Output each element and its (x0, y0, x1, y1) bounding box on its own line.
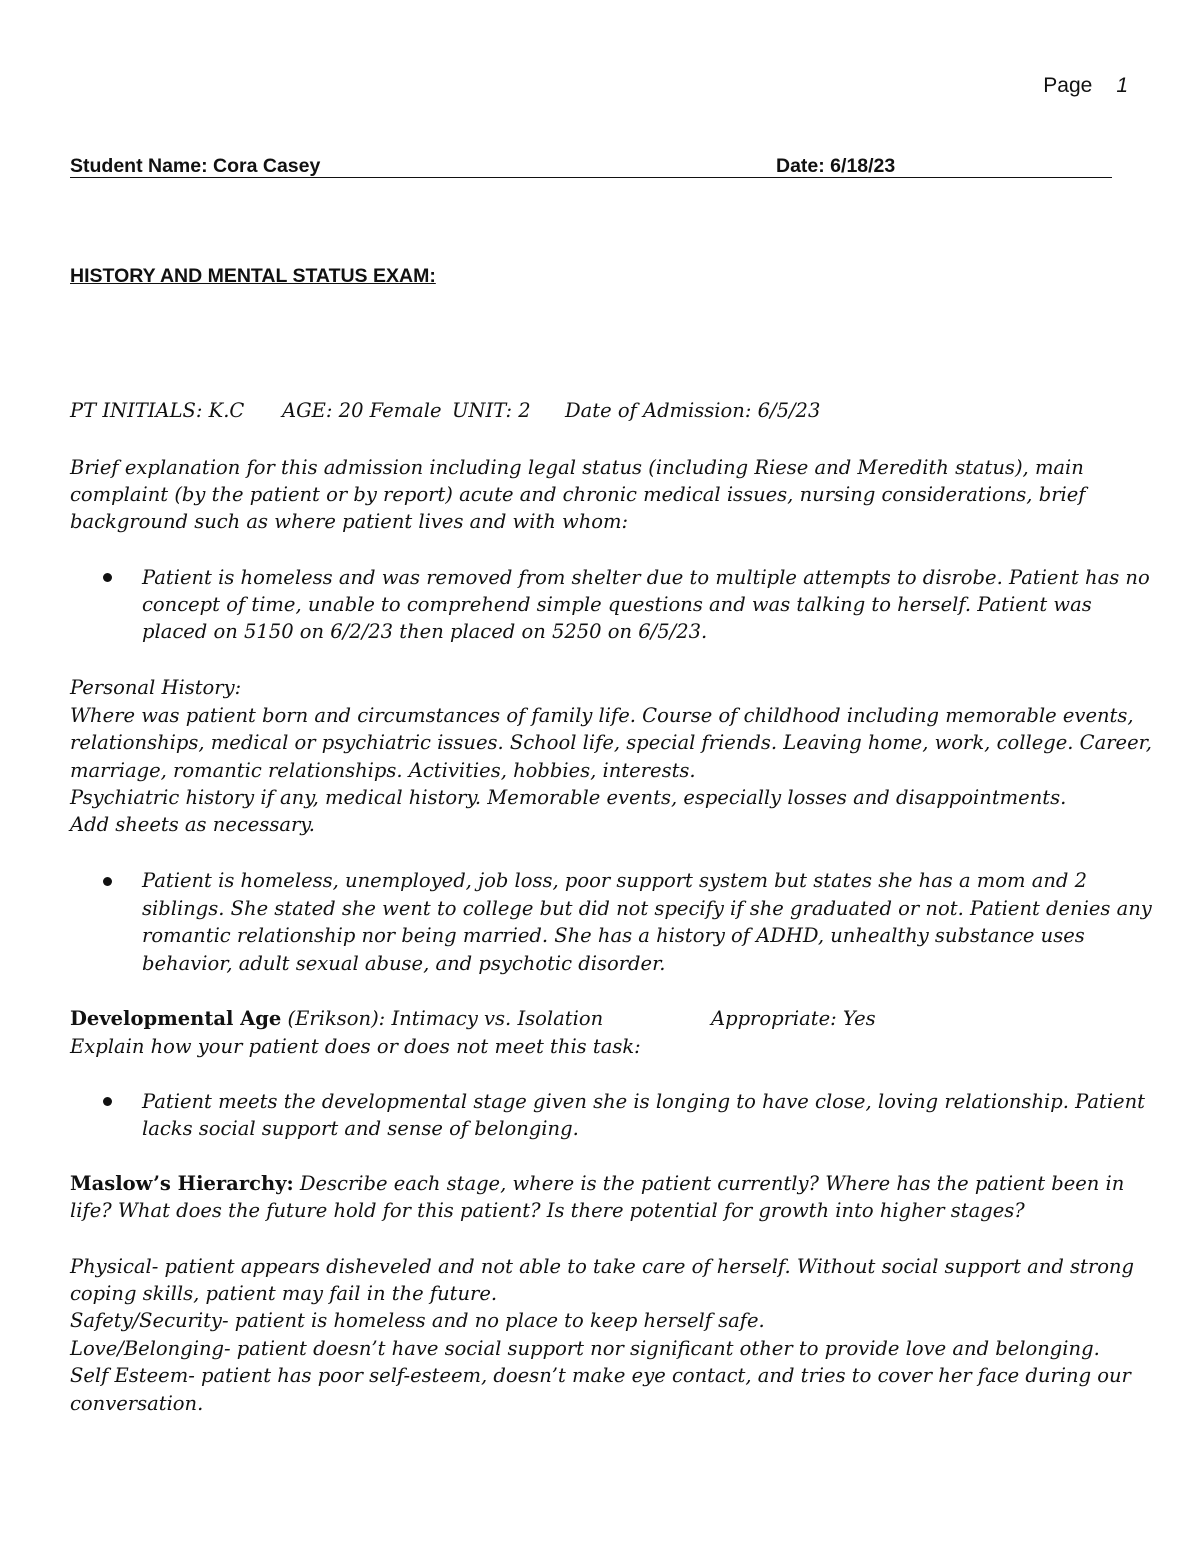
admission-prompt-line: background such as where patient lives and with whom: (70, 510, 629, 533)
developmental-prompt: Explain how your patient does or does not meet this task: (70, 1035, 641, 1058)
header-date: Date: 6/18/23 (776, 155, 896, 177)
pt-age: AGE: 20 Female (282, 399, 442, 422)
page-number-value: 1 (1116, 74, 1128, 97)
personal-history-heading: Personal History: (70, 676, 242, 699)
header-line (70, 155, 1112, 178)
maslow-prompt-line: life? What does the future hold for this patient? Is there potential for growth into higher stages? (70, 1199, 1025, 1222)
maslow-answer-line: Physical- patient appears disheveled and not able to take care of herself. Without social support and strong (70, 1255, 1134, 1278)
admission-prompt-line: complaint (by the patient or by report) acute and chronic medical issues, nursing considerations, brief (70, 483, 1086, 506)
page-title: HISTORY AND MENTAL STATUS EXAM: (70, 265, 436, 287)
personal-history-prompt-line: Where was patient born and circumstances of family life. Course of childhood including memorable events, (70, 704, 1134, 727)
developmental-answer-line: Patient meets the developmental stage given she is longing to have close, loving relationship. Patient (142, 1090, 1145, 1113)
developmental-stage: (Erikson): Intimacy vs. Isolation (287, 1007, 604, 1030)
personal-history-prompt-line: Add sheets as necessary. (70, 813, 315, 836)
maslow-answer-line: Self Esteem- patient has poor self-esteem, doesn’t make eye contact, and tries to cover her face during our (70, 1364, 1131, 1387)
pt-admission-date: Date of Admission: 6/5/23 (565, 399, 821, 422)
maslow-answer-line: Love/Belonging- patient doesn’t have social support nor significant other to provide love and belonging. (70, 1337, 1100, 1360)
personal-history-prompt-line: marriage, romantic relationships. Activities, hobbies, interests. (70, 759, 696, 782)
admission-answer-line: placed on 5150 on 6/2/23 then placed on 5250 on 6/5/23. (142, 620, 708, 643)
pt-initials: PT INITIALS: K.C (70, 399, 245, 422)
developmental-answer-line: lacks social support and sense of belonging. (142, 1117, 579, 1140)
personal-history-prompt-line: Psychiatric history if any, medical history. Memorable events, especially losses and disappointments. (70, 786, 1067, 809)
developmental-row (70, 1005, 1140, 1033)
admission-prompt-line: Brief explanation for this admission including legal status (including Riese and Meredith status), main (70, 456, 1084, 479)
admission-answer-line: Patient is homeless and was removed from shelter due to multiple attempts to disrobe. Patient has no (142, 566, 1150, 589)
maslow-answer-line: Safety/Security- patient is homeless and no place to keep herself safe. (70, 1309, 765, 1332)
developmental-appropriate: Appropriate: Yes (711, 1007, 876, 1030)
page-label: Page (1043, 74, 1093, 97)
bullet-icon (103, 573, 112, 582)
maslow-prompt-row (70, 1170, 1140, 1198)
personal-history-prompt-line: relationships, medical or psychiatric issues. School life, special friends. Leaving home, work, college. Career, (70, 731, 1153, 754)
developmental-label: Developmental Age (70, 1007, 282, 1030)
admission-answer-line: concept of time, unable to comprehend simple questions and was talking to herself. Patient was (142, 593, 1092, 616)
maslow-answer-line: conversation. (70, 1392, 204, 1415)
bullet-icon (103, 1097, 112, 1106)
maslow-label: Maslow’s Hierarchy: (70, 1172, 294, 1195)
personal-history-answer-line: behavior, adult sexual abuse, and psychotic disorder. (142, 952, 666, 975)
personal-history-answer-line: Patient is homeless, unemployed, job loss, poor support system but states she has a mom and 2 (142, 869, 1087, 892)
bullet-icon (103, 877, 112, 886)
pt-unit: UNIT: 2 (452, 399, 531, 422)
personal-history-answer-line: siblings. She stated she went to college but did not specify if she graduated or not. Patient denies any (142, 897, 1152, 920)
maslow-answer-line: coping skills, patient may fail in the future. (70, 1282, 498, 1305)
personal-history-answer-line: romantic relationship nor being married. She has a history of ADHD, unhealthy substance uses (142, 924, 1085, 947)
page-number (1043, 74, 1128, 98)
maslow-prompt: Describe each stage, where is the patient currently? Where has the patient been in (299, 1172, 1125, 1195)
student-name: Student Name: Cora Casey (70, 155, 321, 177)
